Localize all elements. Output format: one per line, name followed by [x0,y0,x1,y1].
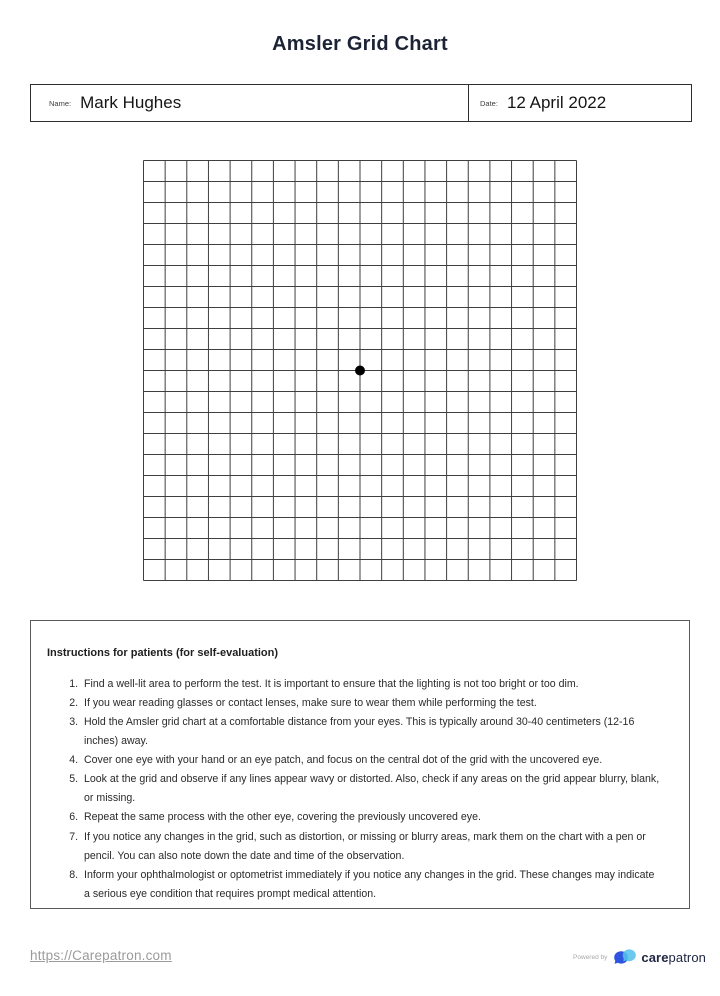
powered-by-label: Powered by [573,954,608,961]
instruction-item: 3. Hold the Amsler grid chart at a comfortable distance from your eyes. This is typically around 30-40 centimeters (12-16 inches) away. [81,713,663,751]
name-label: Name: [49,98,72,108]
page-title: Amsler Grid Chart [272,33,448,55]
carepatron-logo-icon [613,948,637,967]
instruction-item: 4. Cover one eye with your hand or an eye patch, and focus on the central dot of the grid with the uncovered eye. [81,751,663,770]
instruction-item: 8. Inform your ophthalmologist or optometrist immediately if you notice any changes in the grid. These changes may indicate a serious eye condition that requires prompt medical attention. [81,866,663,904]
instruction-item: 7. If you notice any changes in the grid, such as distortion, or missing or blurry areas, mark them on the chart with a pen or pencil. You can also note down the date and time of the observation. [81,828,663,866]
brand-wordmark [641,950,706,965]
instructions-list [31,675,689,904]
instruction-item: 5. Look at the grid and observe if any lines appear wavy or distorted. Also, check if any areas on the grid appear blurry, blank, or missing. [81,770,663,808]
brand-patron: patron [668,950,706,965]
amsler-grid-svg [143,160,577,581]
instructions-box [30,620,690,909]
patient-info-box [30,84,692,122]
date-value: 12 April 2022 [506,93,607,112]
date-label: Date: [480,98,498,108]
name-field[interactable] [31,85,469,121]
date-field[interactable] [469,85,691,121]
footer-link[interactable]: https://Carepatron.com [30,948,172,963]
name-value: Mark Hughes [80,93,182,112]
logo-blob-light [623,949,636,961]
instruction-item: 2. If you wear reading glasses or contact lenses, make sure to wear them while performing the test. [81,694,663,713]
instructions-heading: Instructions for patients (for self-evaluation) [47,647,279,659]
brand-care: care [641,950,669,965]
instruction-item: 6. Repeat the same process with the other eye, covering the previously uncovered eye. [81,808,663,827]
instruction-item: 1. Find a well-lit area to perform the test. It is important to ensure that the lighting is not too bright or too dim. [81,675,663,694]
powered-by-badge [573,948,706,967]
center-fixation-dot [355,366,365,376]
amsler-grid [143,160,577,586]
